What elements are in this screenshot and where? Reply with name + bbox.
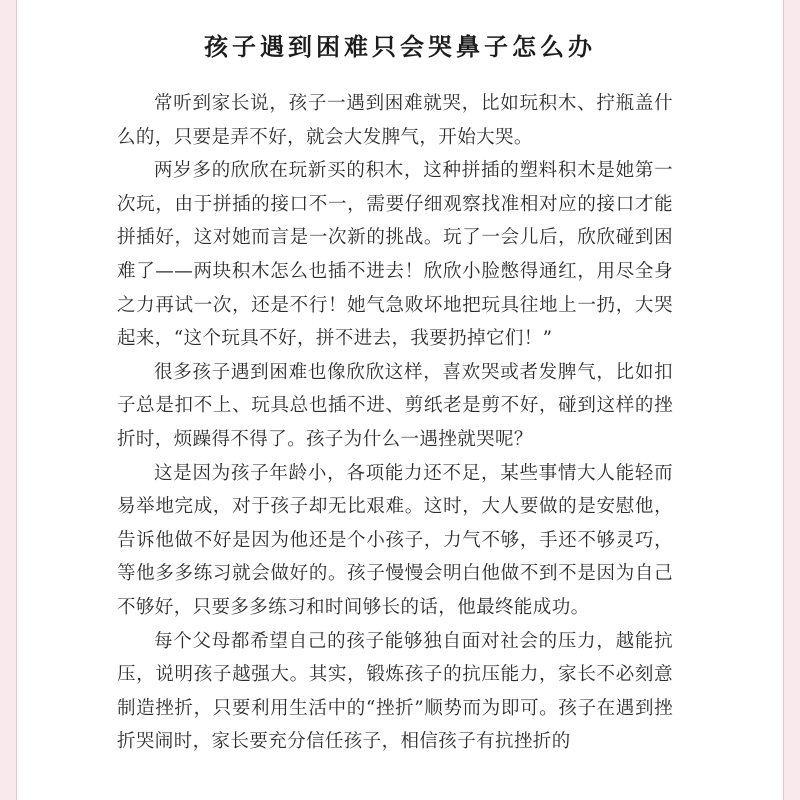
paragraph-4: 这是因为孩子年龄小，各项能力还不足，某些事情大人能轻而易举地完成，对于孩子却无比艰难。这时，大人要做的是安慰他，告诉他做不好是因为他还是个小孩子，力气不够，手还不够灵巧，等他多多练习就会做好的。孩子慢慢会明白他做不到不是因为自己不够好，只要多多练习和时间够长的话，他最终能成功。 xyxy=(117,462,673,618)
paragraph-2: 两岁多的欣欣在玩新买的积木，这种拼插的塑料积木是她第一次玩，由于拼插的接口不一，需要仔细观察找准相对应的接口才能拼插好，这对她而言是一次新的挑战。玩了一会儿后，欣欣碰到困难了——两块积木怎么也插不进去！欣欣小脸憋得通红，用尽全身之力再试一次，还是不行！她气急败坏地把玩具往地上一扔，大哭起来，“这个玩具不好，拼不进去，我要扔掉它们！” xyxy=(117,160,673,350)
paragraph-3: 很多孩子遇到困难也像欣欣这样，喜欢哭或者发脾气，比如扣子总是扣不上、玩具总也插不进、剪纸老是剪不好，碰到这样的挫折时，烦躁得不得了。孩子为什么一遇挫就哭呢？ xyxy=(117,361,673,450)
paragraph-1: 常听到家长说，孩子一遇到困难就哭，比如玩积木、拧瓶盖什么的，只要是弄不好，就会大发脾气，开始大哭。 xyxy=(117,93,673,148)
page-body xyxy=(117,87,673,759)
paragraph-5: 每个父母都希望自己的孩子能够独自面对社会的压力，越能抗压，说明孩子越强大。其实，锻炼孩子的抗压能力，家长不必刻意制造挫折，只要利用生活中的“挫折”顺势而为即可。孩子在遇到挫折哭闹时，家长要充分信任孩子，相信孩子有抗挫折的 xyxy=(117,630,673,753)
book-page xyxy=(16,0,784,800)
page-title: 孩子遇到困难只会哭鼻子怎么办 xyxy=(204,33,596,61)
